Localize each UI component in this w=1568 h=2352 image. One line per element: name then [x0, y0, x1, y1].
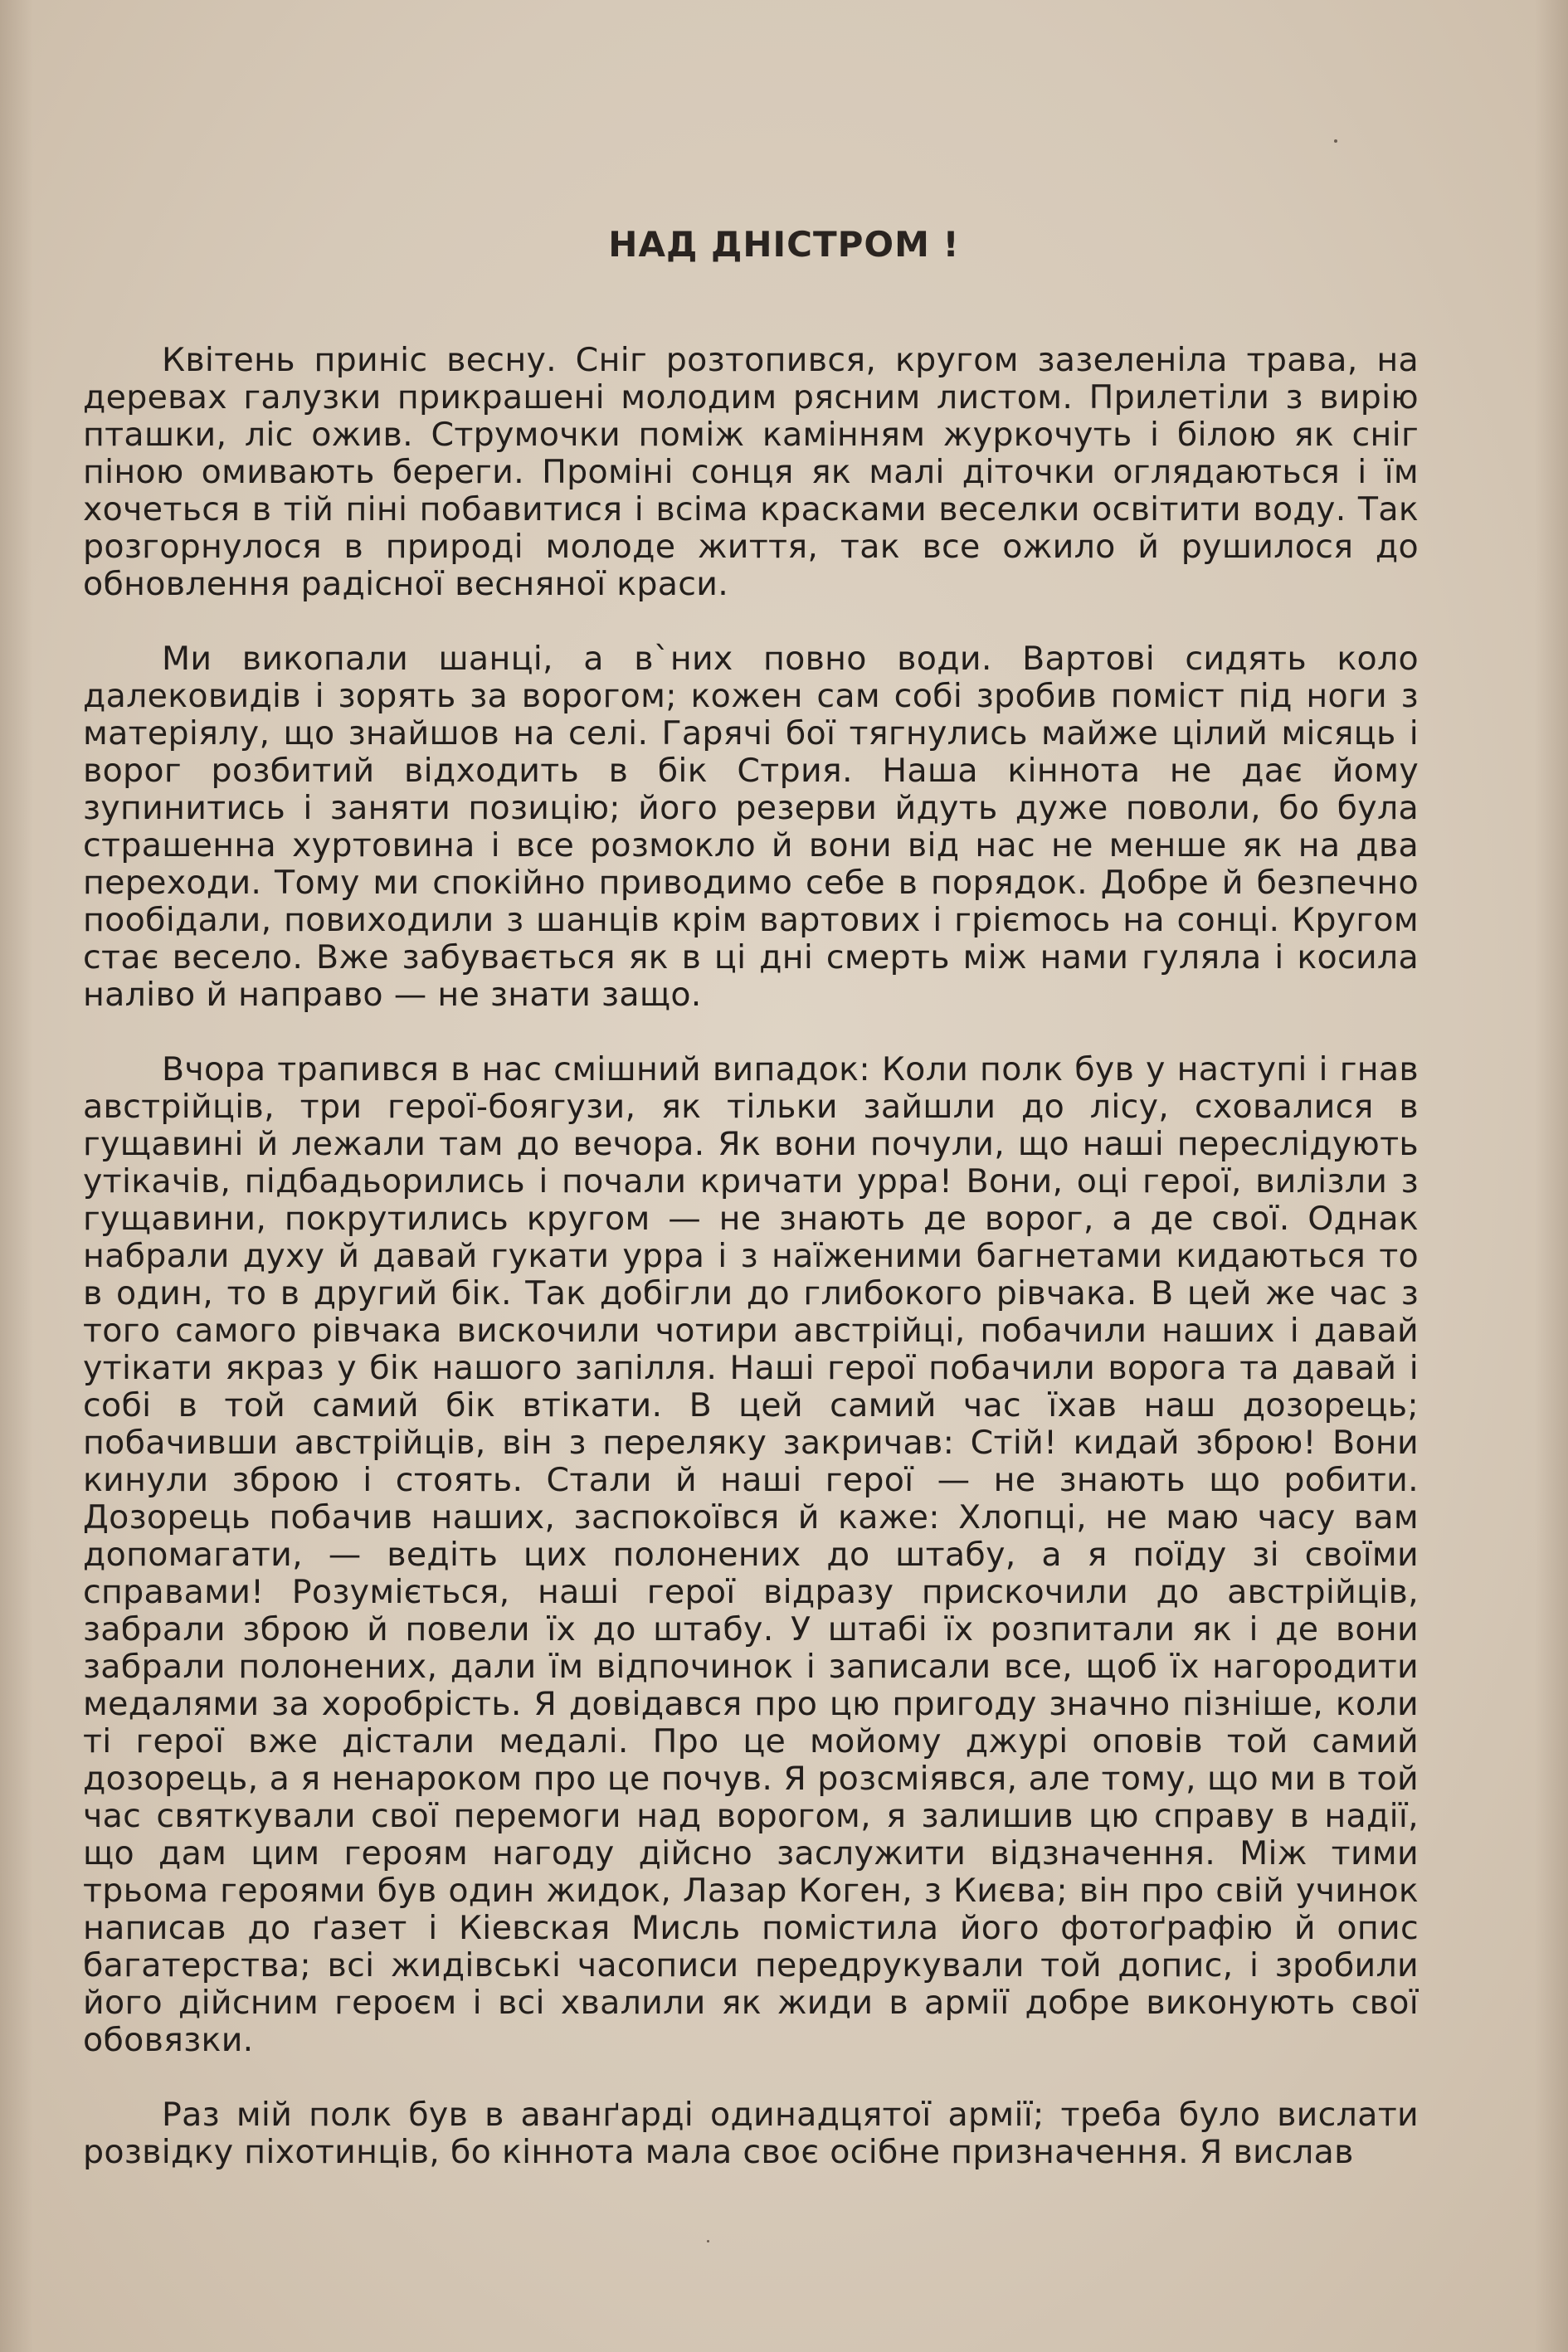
paragraph: Раз мій полк був в аванґарді одинадцятої армії; треба було вислати розвідку піхотинців, бо кіннота мала своє осібне призначення. Я вислав [83, 2096, 1419, 2171]
page-edge-shadow-right [1535, 0, 1568, 2352]
paragraph: Квітень приніс весну. Сніг розтопився, кругом зазеленіла трава, на деревах галузки прикрашені молодим рясним листом. Прилетіли з вирію пташки, ліс ожив. Струмочки поміж камінням журкочуть і білою як сніг піною омивають береги. Проміні сонця як малі діточки оглядаються і їм хочеться в тій піні побавитися і всіма красками веселки освітити воду. Так розгорнулося в природі молоде життя, так все ожило й рушилося до обновлення радісної весняної краси. [83, 341, 1419, 603]
paragraph: Вчора трапився в нас смішний випадок: Коли полк був у наступі і гнав австрійців, три герої-боягузи, як тільки зайшли до лісу, сховалися в гущавині й лежали там до вечора. Як вони почули, що наші переслідують утікачів, підбадьорились і почали кричати урра! Вони, оці герої, вилізли з гущавини, покрутились кругом — не знають де ворог, а де свої. Однак набрали духу й давай гукати урра і з наїженими багнетами кидаються то в один, то в другий бік. Так добігли до глибокого рівчака. В цей же час з того самого рівчака вискочили чотири австрійці, побачили наших і давай утікати якраз у бік нашого запілля. Наші герої побачили ворога та давай і собі в той самий бік втікати. В цей самий час їхав наш дозорець; побачивши австрійців, він з переляку закричав: Стій! кидай зброю! Вони кинули зброю і стоять. Стали й наші герої — не знають що робити. Дозорець побачив наших, заспокоївся й каже: Хлопці, не маю часу вам допомагати, — ведіть цих полонених до штабу, а я поїду зі своїми справами! Розуміється, наші герої відразу прискочили до австрійців, забрали зброю й повели їх до штабу. У штабі їх розпитали як і де вони забрали полонених, дали їм відпочинок і записали все, щоб їх нагородити медалями за хоробрість. Я довідався про цю пригоду значно пізніше, коли ті герої вже дістали медалі. Про це мойому джурі оповів той самий дозорець, а я ненароком про це почув. Я розсміявся, але тому, що ми в той час святкували свої перемоги над ворогом, я залишив цю справу в надії, що дам цим героям нагоду дійсно заслужити відзначення. Між тими трьома героями був один жидок, Лазар Коген, з Києва; він про свій учинок написав до ґазет і Кіевская Мисль помістила його фотоґрафію й опис багатерства; всі жидівські часописи передрукували той допис, і зробили його дійсним героєм і всі хвалили як жиди в армії добре виконують свої обовязки. [83, 1050, 1419, 2059]
paper-speck [707, 2240, 709, 2242]
paper-speck [1334, 139, 1337, 143]
page-edge-shadow-left [0, 0, 33, 2352]
page-title: НАД ДНІСТРОМ ! [608, 224, 960, 265]
paragraph: Ми викопали шанці, а в`них повно води. Вартові сидять коло далековидів і зорять за ворогом; кожен сам собі зробив поміст під ноги з матеріялу, що знайшов на селі. Гарячі бої тягнулись майже цілий місяць і ворог розбитий відходить в бік Стрия. Наша кіннота не дає йому зупинитись і заняти позицію; його резерви йдуть дуже поволи, бо була страшенна хуртовина і все розмокло й вони від нас не менше як на два переходи. Тому ми спокійно приводимо себе в порядок. Добре й безпечно пообідали, повиходили з шанців крім вартових і грієmось на сонці. Кругом стає весело. Вже забувається як в ці дні смерть між нами гуляла і косила наліво й направо — не знати защо. [83, 640, 1419, 1014]
body-text [83, 342, 1419, 2171]
